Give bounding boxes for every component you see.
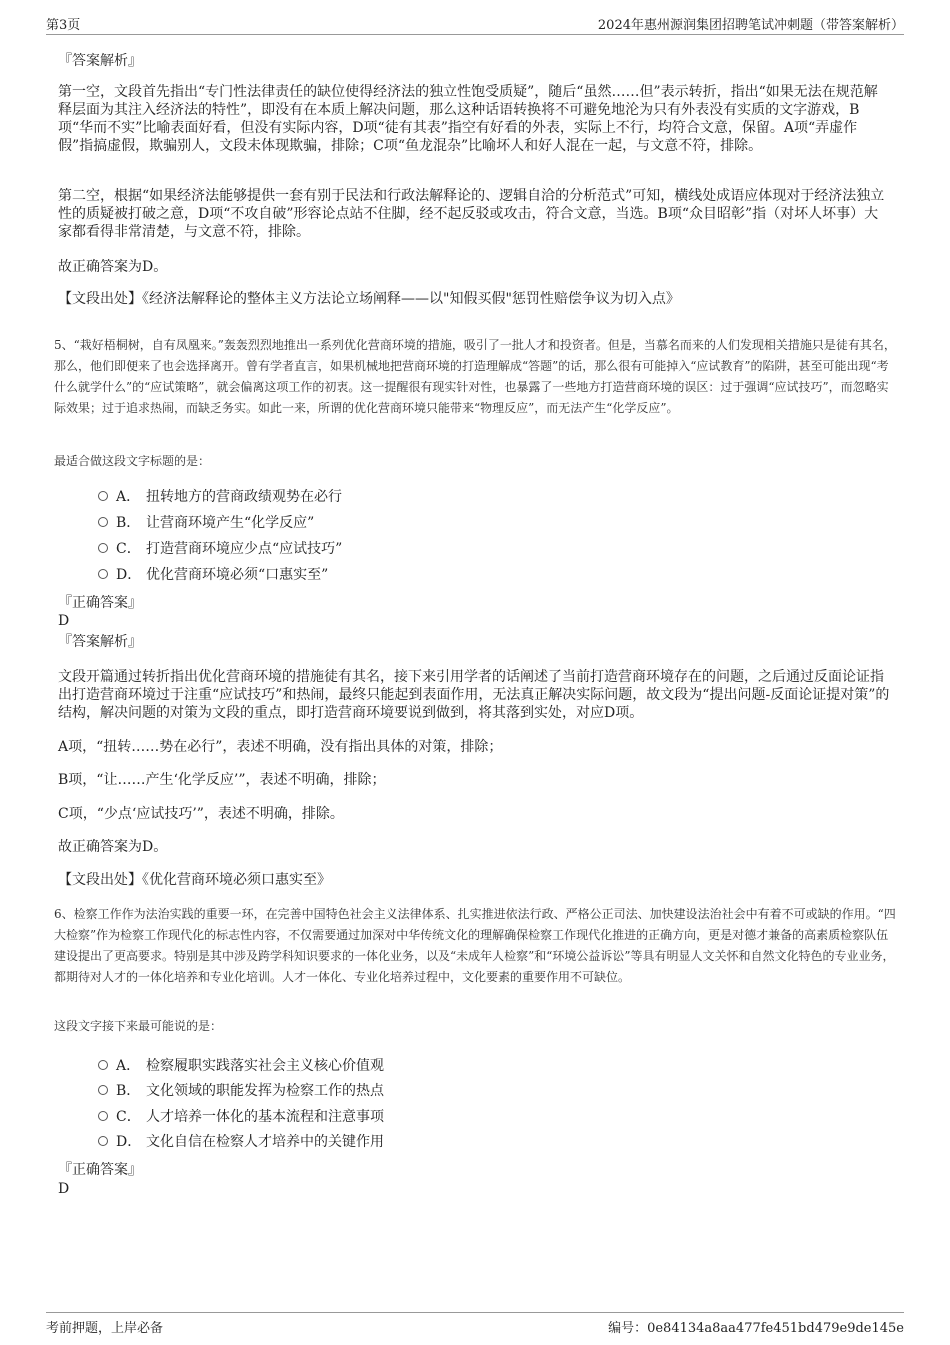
- q4-source: 【文段出处】《经济法解释论的整体主义方法论立场阐释——以"知假买假"惩罚性赔偿争议为切入点》: [58, 291, 680, 307]
- q5-analysis-option-b: B项，“让……产生‘化学反应’”，表述不明确，排除；: [58, 772, 386, 788]
- option-letter: C．: [116, 1109, 141, 1125]
- document-code: [608, 1317, 904, 1336]
- radio-icon[interactable]: [98, 517, 108, 527]
- option-text: 文化领域的职能发挥为检察工作的热点: [146, 1083, 384, 1099]
- footer-slogan: 考前押题，上岸必备: [46, 1321, 164, 1336]
- q6-option-a[interactable]: [98, 1057, 384, 1075]
- q6-option-c[interactable]: [98, 1108, 384, 1126]
- q5-answer-heading: 『正确答案』: [58, 595, 142, 611]
- page-number: 第3页: [46, 18, 81, 33]
- option-text: 让营商环境产生“化学反应”: [146, 515, 315, 531]
- q6-stem: 6、检察工作作为法治实践的重要一环，在完善中国特色社会主义法律体系、扎实推进依法行政、严格公正司法、加快建设法治社会中有着不可或缺的作用。“四大检察”作为检察工作现代化的标志性内容，不仅需要通过加深对中华传统文化的理解确保检察工作现代化推进的正确方向，更是对德才兼备的高素质检察队伍建设提出了更高要求。特别是其中涉及跨学科知识要求的一体化业务，以及“未成年人检察”和“环境公益诉讼”等具有明显人文关怀和自然文化特色的专业业务，都期待对人才的一体化培养和专业化培训。人才一体化、专业化培养过程中，文化要素的重要作用不可缺位。: [54, 907, 896, 984]
- q5-question: 最适合做这段文字标题的是：: [54, 454, 211, 468]
- code-value: 0e84134a8aa477fe451bd479e9de145e: [647, 1321, 904, 1336]
- q5-conclusion: 故正确答案为D。: [58, 839, 168, 855]
- q5-analysis-heading: 『答案解析』: [58, 634, 142, 650]
- code-label: 编号：: [608, 1321, 648, 1336]
- radio-icon[interactable]: [98, 1060, 108, 1070]
- radio-icon[interactable]: [98, 491, 108, 501]
- q4-analysis-paragraph-2: 第二空，根据“如果经济法能够提供一套有别于民法和行政法解释论的、逻辑自洽的分析范式”可知，横线处成语应体现对于经济法独立性的质疑被打破之意，D项“不攻自破”形容论点站不住脚，经不起反驳或攻击，符合文意，当选。B项“众目昭彰”指（对坏人坏事）大家都看得非常清楚，与文意不符，排除。: [58, 188, 885, 240]
- q6-option-d[interactable]: [98, 1133, 384, 1151]
- q6-option-b[interactable]: [98, 1082, 384, 1100]
- page-header: [46, 14, 904, 35]
- q5-analysis-option-c: C项，“少点‘应试技巧’”，表述不明确，排除。: [58, 806, 344, 822]
- q4-conclusion: 故正确答案为D。: [58, 259, 168, 275]
- radio-icon[interactable]: [98, 543, 108, 553]
- option-letter: A．: [116, 1058, 141, 1074]
- radio-icon[interactable]: [98, 1111, 108, 1121]
- option-letter: D．: [116, 567, 142, 583]
- q5-option-c[interactable]: [98, 540, 342, 558]
- option-text: 检察履职实践落实社会主义核心价值观: [146, 1058, 384, 1074]
- q5-stem: 5、“栽好梧桐树，自有凤凰来。”轰轰烈烈地推出一系列优化营商环境的措施，吸引了一批人才和投资者。但是，当慕名而来的人们发现相关措施只是徒有其名，那么，他们即便来了也会选择离开。曾有学者直言，如果机械地把营商环境的打造理解成“答题”的话，那么很有可能掉入“应试教育”的陷阱，甚至可能出现“考什么就学什么”的“应试策略”，就会偏离这项工作的初衷。这一提醒很有现实针对性，也暴露了一些地方打造营商环境的误区：过于强调“应试技巧”，而忽略实际效果；过于追求热闹，而缺乏务实。如此一来，所谓的优化营商环境只能带来“物理反应”，而无法产生“化学反应”。: [54, 338, 896, 415]
- page-footer: [46, 1312, 904, 1341]
- option-letter: B．: [116, 515, 141, 531]
- q6-answer-heading: 『正确答案』: [58, 1162, 142, 1178]
- radio-icon[interactable]: [98, 1085, 108, 1095]
- option-text: 优化营商环境必须“口惠实至”: [146, 567, 329, 583]
- option-letter: D．: [116, 1134, 142, 1150]
- option-text: 打造营商环境应少点“应试技巧”: [146, 541, 343, 557]
- q6-answer: D: [58, 1181, 70, 1197]
- q5-option-d[interactable]: [98, 566, 328, 584]
- q5-option-a[interactable]: [98, 488, 342, 506]
- option-text: 人才培养一体化的基本流程和注意事项: [146, 1109, 384, 1125]
- option-text: 文化自信在检察人才培养中的关键作用: [146, 1134, 384, 1150]
- option-letter: A．: [116, 489, 141, 505]
- q5-analysis-option-a: A项，“扭转……势在必行”，表述不明确，没有指出具体的对策，排除；: [58, 739, 503, 755]
- q5-analysis-paragraph: 文段开篇通过转折指出优化营商环境的措施徒有其名，接下来引用学者的话阐述了当前打造营商环境存在的问题，之后通过反面论证指出打造营商环境过于注重“应试技巧”和热闹，最终只能起到表面作用，无法真正解决实际问题，故文段为“提出问题-反面论证提对策”的结构，解决问题的对策为文段的重点，即打造营商环境要说到做到，将其落到实处，对应D项。: [58, 669, 890, 721]
- q5-answer: D: [58, 613, 70, 629]
- q4-analysis-paragraph-1: 第一空，文段首先指出“专门性法律责任的缺位使得经济法的独立性饱受质疑”，随后“虽然……但”表示转折，指出“如果无法在规范解释层面为其注入经济法的特性”，即没有在本质上解决问题，那么这种话语转换将不可避免地沦为只有外表没有实质的文字游戏，B项“华而不实”比喻表面好看，但没有实际内容，D项“徒有其表”指空有好看的外表，实际上不行，均符合文意，保留。A项“弄虚作假”指搞虚假，欺骗别人，文段未体现欺骗，排除；C项“鱼龙混杂”比喻坏人和好人混在一起，与文意不符，排除。: [58, 84, 878, 154]
- radio-icon[interactable]: [98, 1136, 108, 1146]
- q4-analysis-heading: 『答案解析』: [58, 53, 142, 69]
- q6-question: 这段文字接下来最可能说的是：: [54, 1019, 223, 1033]
- option-letter: B．: [116, 1083, 141, 1099]
- radio-icon[interactable]: [98, 569, 108, 579]
- document-title: 2024年惠州源润集团招聘笔试冲刺题（带答案解析）: [597, 18, 904, 33]
- option-text: 扭转地方的营商政绩观势在必行: [146, 489, 342, 505]
- q5-option-b[interactable]: [98, 514, 314, 532]
- option-letter: C．: [116, 541, 141, 557]
- q5-source: 【文段出处】《优化营商环境必须口惠实至》: [58, 872, 331, 888]
